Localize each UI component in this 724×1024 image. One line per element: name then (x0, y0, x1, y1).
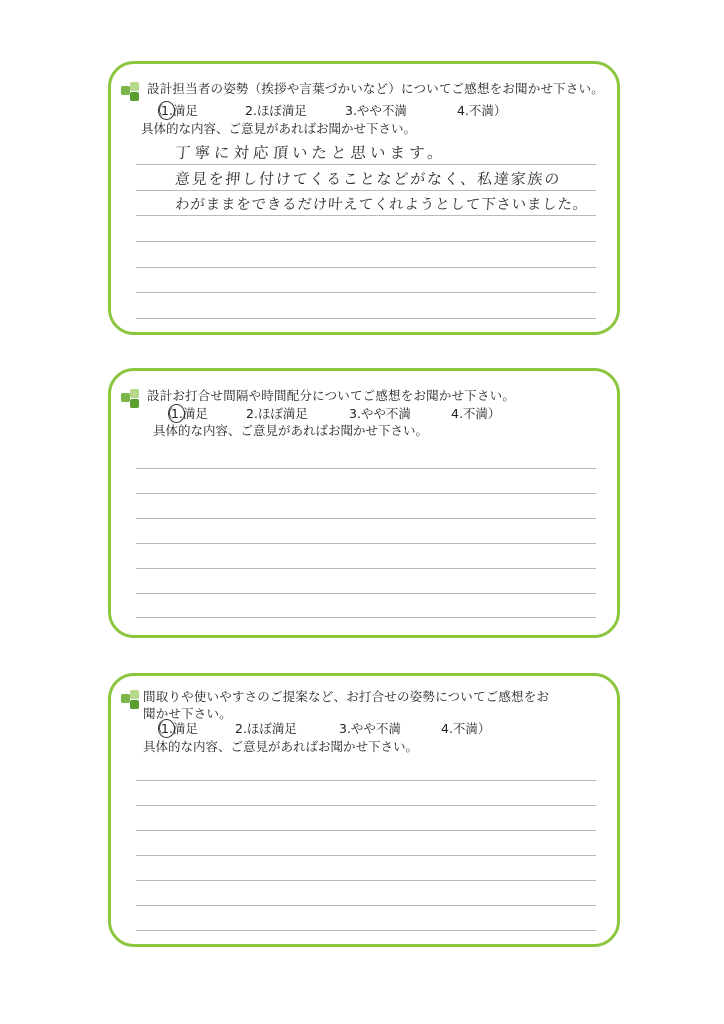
detail-prompt: 具体的な内容、ご意見があればお聞かせ下さい。 (143, 739, 419, 754)
clover-bullet-icon (121, 389, 143, 411)
question-text: 設計担当者の姿勢（挨拶や言葉づかいなど）についてご感想をお聞かせ下さい。 (147, 81, 604, 96)
option-1-satisfied[interactable]: 1.満足 (171, 406, 208, 422)
option-prefix: （ (151, 103, 164, 118)
answer-rule-line (136, 267, 596, 268)
answer-rule-line (136, 543, 596, 544)
answer-rule-line (136, 241, 596, 242)
answer-rule-line (136, 855, 596, 856)
detail-prompt: 具体的な内容、ご意見があればお聞かせ下さい。 (153, 423, 429, 438)
survey-card-1 (108, 61, 620, 335)
answer-rule-line (136, 190, 596, 191)
option-2-mostly-satisfied[interactable]: 2.ほぼ満足 (246, 406, 308, 421)
answer-rule-line (136, 593, 596, 594)
option-prefix: （ (161, 406, 174, 421)
answer-rule-line (136, 518, 596, 519)
handwritten-answer-line-2: 意見を押し付けてくることなどがなく、私達家族の (174, 170, 562, 188)
option-3-slightly-dissatisfied[interactable]: 3.やや不満 (349, 406, 411, 421)
clover-bullet-icon (121, 82, 143, 104)
survey-card-3 (108, 673, 620, 947)
survey-card-2 (108, 368, 620, 638)
answer-rule-line (136, 617, 596, 618)
option-4-dissatisfied[interactable]: 4.不満） (441, 721, 491, 736)
answer-rule-line (136, 930, 596, 931)
answer-rule-line (136, 905, 596, 906)
question-text: 間取りや使いやすさのご提案など、お打合せの姿勢についてご感想をお 聞かせ下さい。 (143, 689, 550, 721)
detail-prompt: 具体的な内容、ご意見があればお聞かせ下さい。 (141, 121, 417, 136)
answer-rule-line (136, 493, 596, 494)
answer-rule-line (136, 880, 596, 881)
option-3-slightly-dissatisfied[interactable]: 3.やや不満 (345, 103, 407, 118)
answer-rule-line (136, 780, 596, 781)
option-prefix: （ (151, 721, 164, 736)
answer-rule-line (136, 830, 596, 831)
handwritten-answer-line-3: わがままをできるだけ叶えてくれようとして下さいました。 (174, 197, 589, 213)
answer-rule-line (136, 468, 596, 469)
question-text: 設計お打合せ間隔や時間配分についてご感想をお聞かせ下さい。 (147, 388, 516, 403)
answer-rule-line (136, 164, 596, 165)
option-4-dissatisfied[interactable]: 4.不満） (451, 406, 501, 421)
option-4-dissatisfied[interactable]: 4.不満） (457, 103, 507, 118)
option-3-slightly-dissatisfied[interactable]: 3.やや不満 (339, 721, 401, 736)
clover-bullet-icon (121, 690, 143, 712)
option-1-satisfied[interactable]: 1.満足 (161, 721, 198, 737)
selected-circle-mark (158, 719, 175, 738)
option-2-mostly-satisfied[interactable]: 2.ほぼ満足 (235, 721, 297, 736)
answer-rule-line (136, 805, 596, 806)
answer-rule-line (136, 318, 596, 319)
selected-circle-mark (168, 404, 185, 423)
option-2-mostly-satisfied[interactable]: 2.ほぼ満足 (245, 103, 307, 118)
answer-rule-line (136, 292, 596, 293)
answer-rule-line (136, 568, 596, 569)
selected-circle-mark (158, 101, 175, 120)
option-1-satisfied[interactable]: 1.満足 (161, 103, 198, 119)
handwritten-answer-line-1: 丁寧に対応頂いたと思います。 (174, 144, 448, 162)
